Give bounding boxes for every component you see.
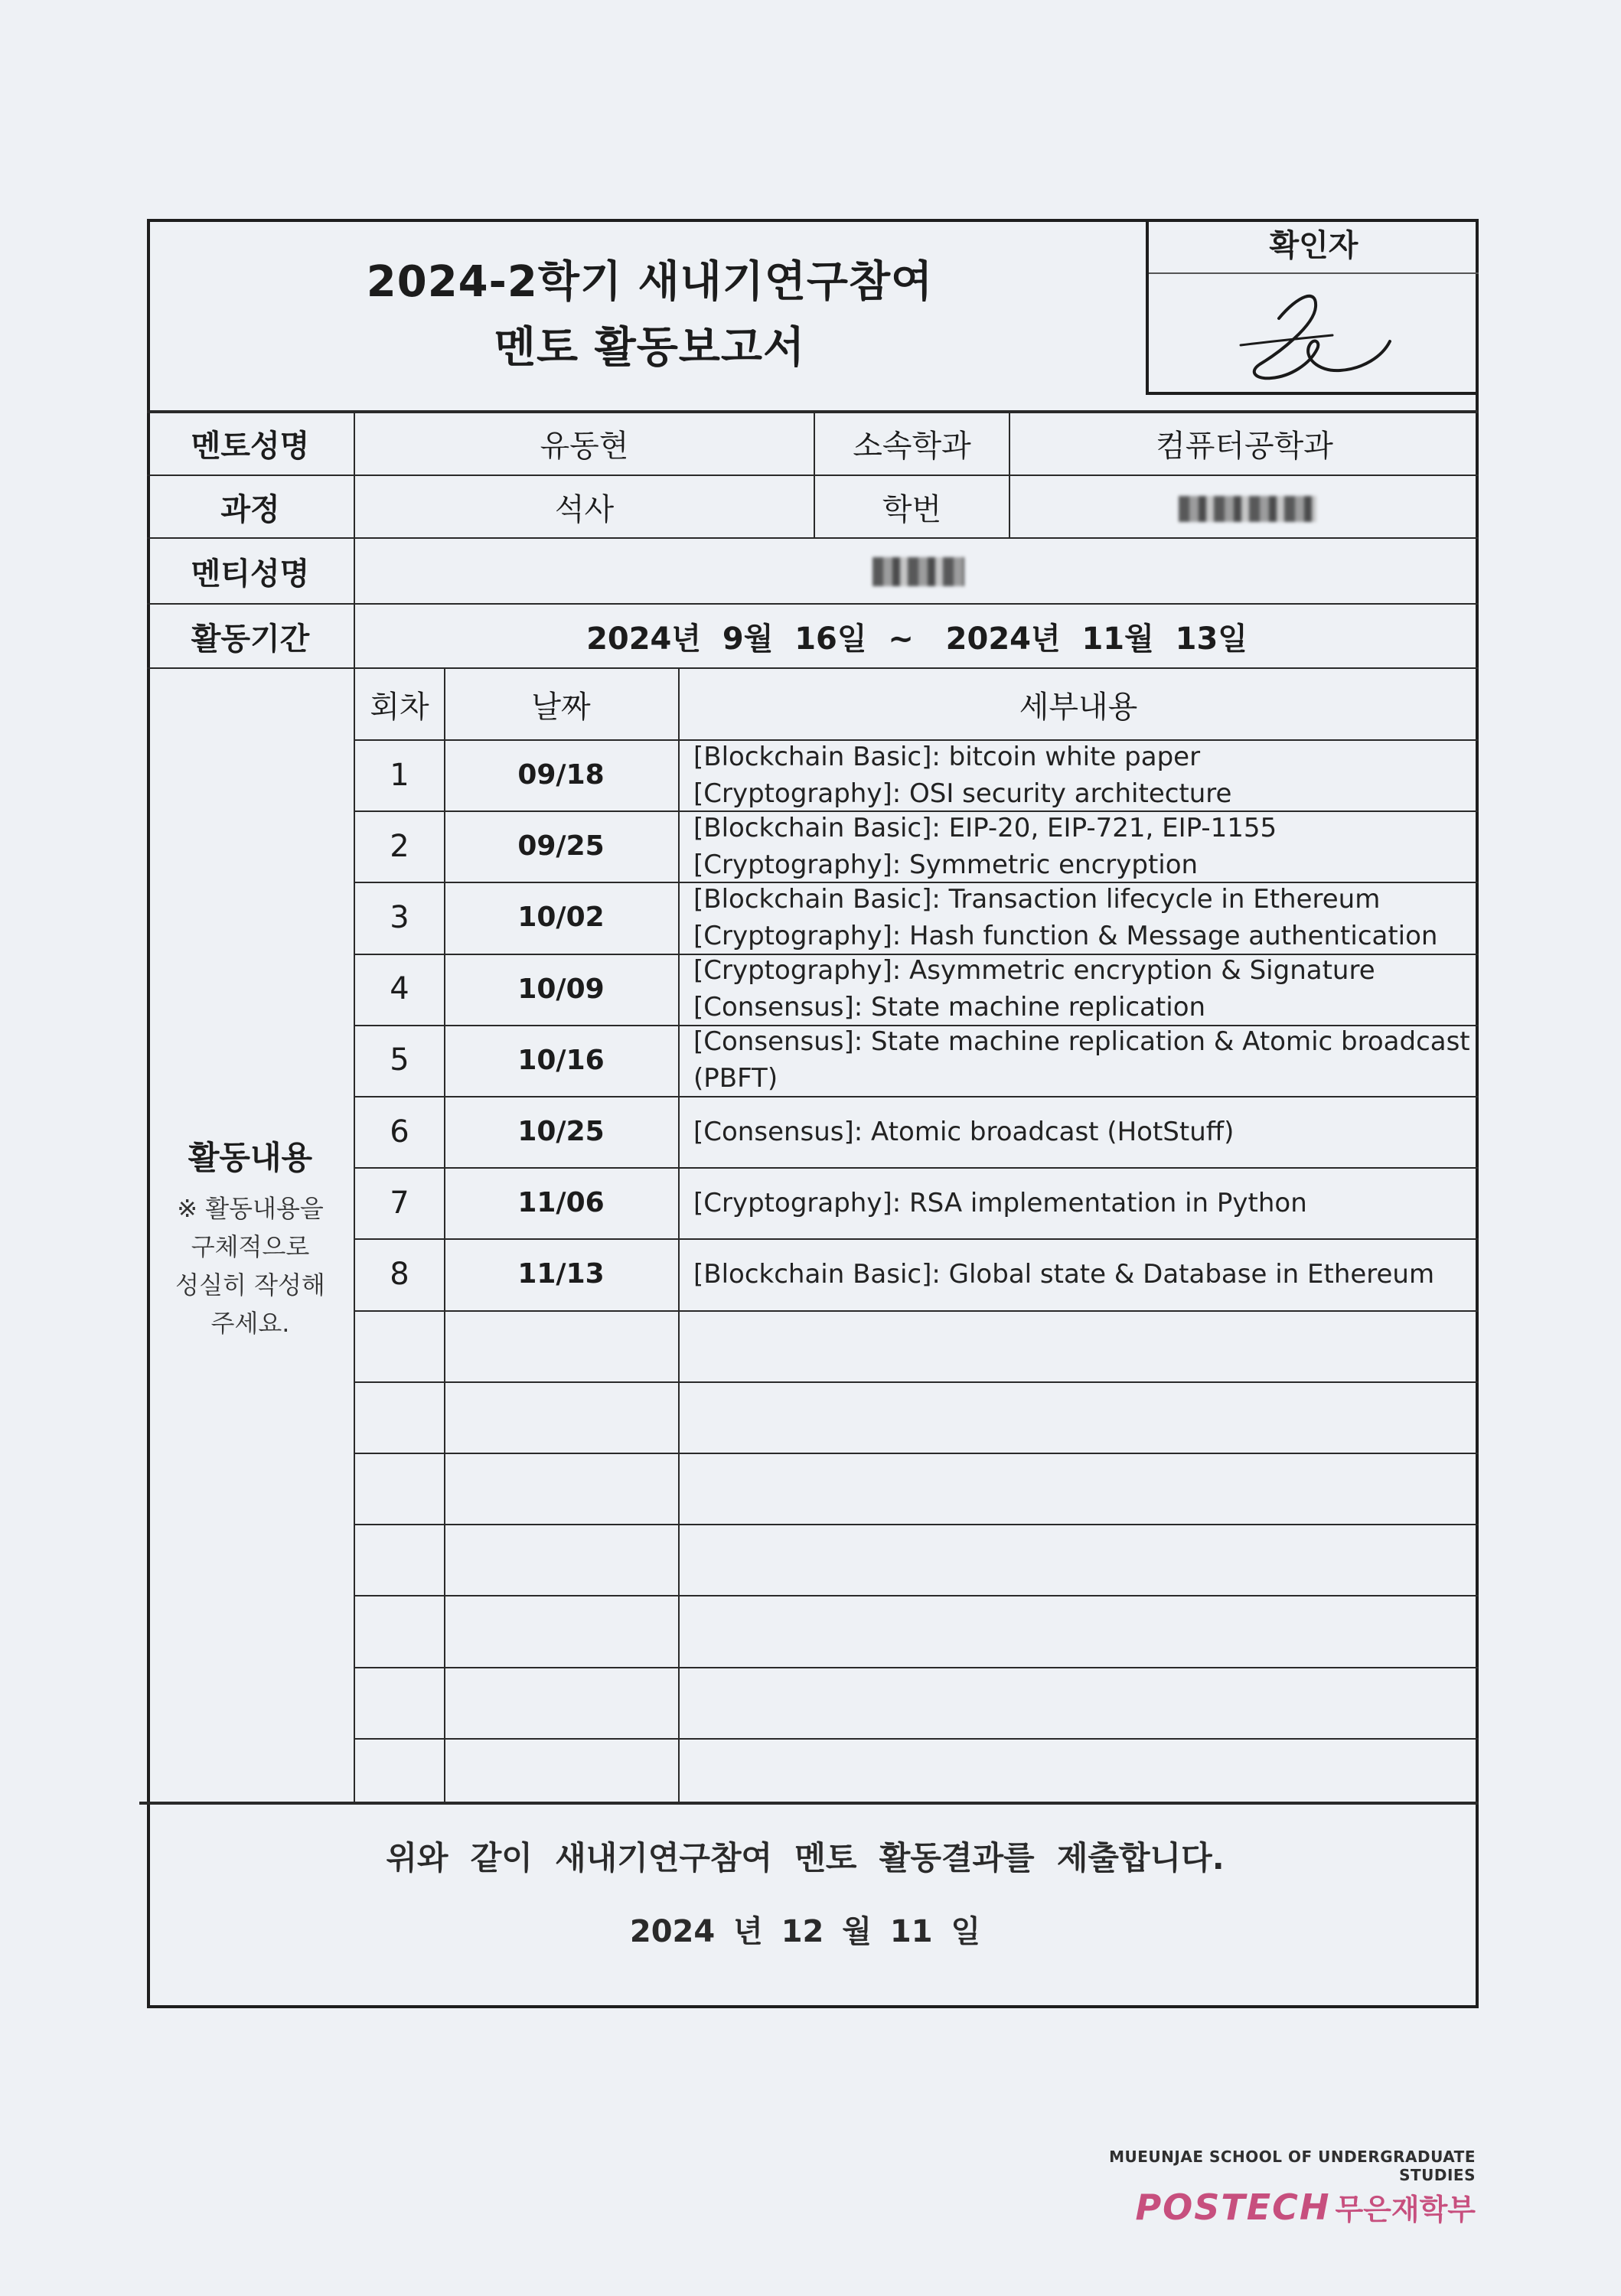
row-round: 2 xyxy=(390,828,409,864)
detail-line: [Cryptography]: Symmetric encryption xyxy=(693,849,1199,880)
header-date: 날짜 xyxy=(531,689,591,725)
row-round: 8 xyxy=(390,1256,409,1292)
row-detail xyxy=(678,1096,1479,1167)
divider xyxy=(355,1595,1479,1596)
row-round: 7 xyxy=(390,1185,409,1221)
detail-line: [Blockchain Basic]: bitcoin white paper xyxy=(693,741,1201,772)
department-label: 소속학과 xyxy=(853,428,971,464)
row-date: 10/16 xyxy=(517,1044,605,1076)
row-date: 10/09 xyxy=(517,973,605,1005)
department-value: 컴퓨터공학과 xyxy=(1156,428,1333,464)
divider xyxy=(355,1667,1479,1668)
header-round: 회차 xyxy=(370,689,429,725)
row-detail xyxy=(678,1025,1479,1096)
divider xyxy=(355,1524,1479,1525)
period-value: 2024년 9월 16일 ~ 2024년 11월 13일 xyxy=(586,621,1248,657)
detail-line: [Consensus]: State machine replication xyxy=(693,992,1206,1023)
report-title-line2: 멘토 활동보고서 xyxy=(494,323,806,373)
course-label: 과정 xyxy=(220,491,280,527)
detail-line: [Cryptography]: Asymmetric encryption & Signature xyxy=(693,955,1375,987)
signature-image xyxy=(1225,280,1409,387)
divider xyxy=(444,669,445,1803)
logo-name: POSTECH xyxy=(1135,2186,1331,2228)
confirmer-box xyxy=(1146,219,1479,395)
row-date: 09/18 xyxy=(517,759,605,791)
row-date: 10/25 xyxy=(517,1116,605,1148)
mentor-name-value: 유동현 xyxy=(540,428,629,464)
row-detail xyxy=(678,739,1479,810)
activity-section-label xyxy=(147,1133,354,1342)
confirmer-label: 확인자 xyxy=(1149,219,1479,274)
row-detail xyxy=(678,1238,1479,1309)
detail-line: [Cryptography]: Hash function & Message authentication xyxy=(693,920,1438,951)
divider xyxy=(355,1453,1479,1454)
logo-row xyxy=(1070,2186,1476,2228)
divider xyxy=(678,669,680,1803)
report-title-line1: 2024-2학기 새내기연구참여 xyxy=(366,257,934,307)
row-detail xyxy=(678,954,1479,1025)
logo-subtitle: MUEUNJAE SCHOOL OF UNDERGRADUATE STUDIES xyxy=(1109,2148,1476,2184)
row-date: 11/06 xyxy=(517,1187,605,1219)
student-id-label: 학번 xyxy=(882,491,942,527)
row-detail xyxy=(678,882,1479,953)
course-value: 석사 xyxy=(554,491,615,527)
detail-line: [Blockchain Basic]: EIP-20, EIP-721, EIP-1155 xyxy=(693,812,1277,843)
header-detail: 세부내용 xyxy=(1019,689,1138,725)
row-round: 3 xyxy=(390,899,409,935)
detail-line: [Consensus]: State machine replication & Atomic broadcast xyxy=(693,1026,1470,1058)
postech-logo xyxy=(1070,2148,1476,2228)
logo-korean: 무은재학부 xyxy=(1335,2193,1476,2226)
row-round: 6 xyxy=(390,1114,409,1150)
period-label: 활동기간 xyxy=(191,621,310,657)
redacted-student-id xyxy=(1179,496,1316,522)
divider xyxy=(355,1310,1479,1312)
detail-line: [Cryptography]: RSA implementation in Python xyxy=(693,1187,1307,1218)
mentor-name-label: 멘토성명 xyxy=(191,428,310,464)
activity-note: ※ 활동내용을 구체적으로 성실히 작성해 주세요. xyxy=(175,1194,325,1338)
divider xyxy=(355,1381,1479,1383)
redacted-mentee-name xyxy=(872,557,964,586)
mentee-name-label: 멘티성명 xyxy=(191,556,310,592)
detail-line: [Blockchain Basic]: Global state & Database in Ethereum xyxy=(693,1258,1435,1290)
row-date: 11/13 xyxy=(517,1258,605,1290)
row-round: 4 xyxy=(390,971,409,1007)
submission-statement: 위와 같이 새내기연구참여 멘토 활동결과를 제출합니다. xyxy=(386,1839,1225,1877)
detail-line: (PBFT) xyxy=(693,1063,778,1094)
row-round: 1 xyxy=(390,757,409,793)
detail-line: [Consensus]: Atomic broadcast (HotStuff) xyxy=(693,1116,1235,1147)
detail-line: [Cryptography]: OSI security architecture xyxy=(693,778,1232,809)
row-detail xyxy=(678,810,1479,882)
divider xyxy=(139,1802,1479,1805)
row-detail xyxy=(678,1167,1479,1238)
row-round: 5 xyxy=(390,1042,409,1078)
detail-line: [Blockchain Basic]: Transaction lifecycle in Ethereum xyxy=(693,883,1381,915)
activity-title: 활동내용 xyxy=(188,1139,313,1176)
submission-date: 2024 년 12 월 11 일 xyxy=(629,1914,981,1949)
row-date: 09/25 xyxy=(517,830,605,863)
row-date: 10/02 xyxy=(517,902,605,934)
divider xyxy=(355,1738,1479,1740)
